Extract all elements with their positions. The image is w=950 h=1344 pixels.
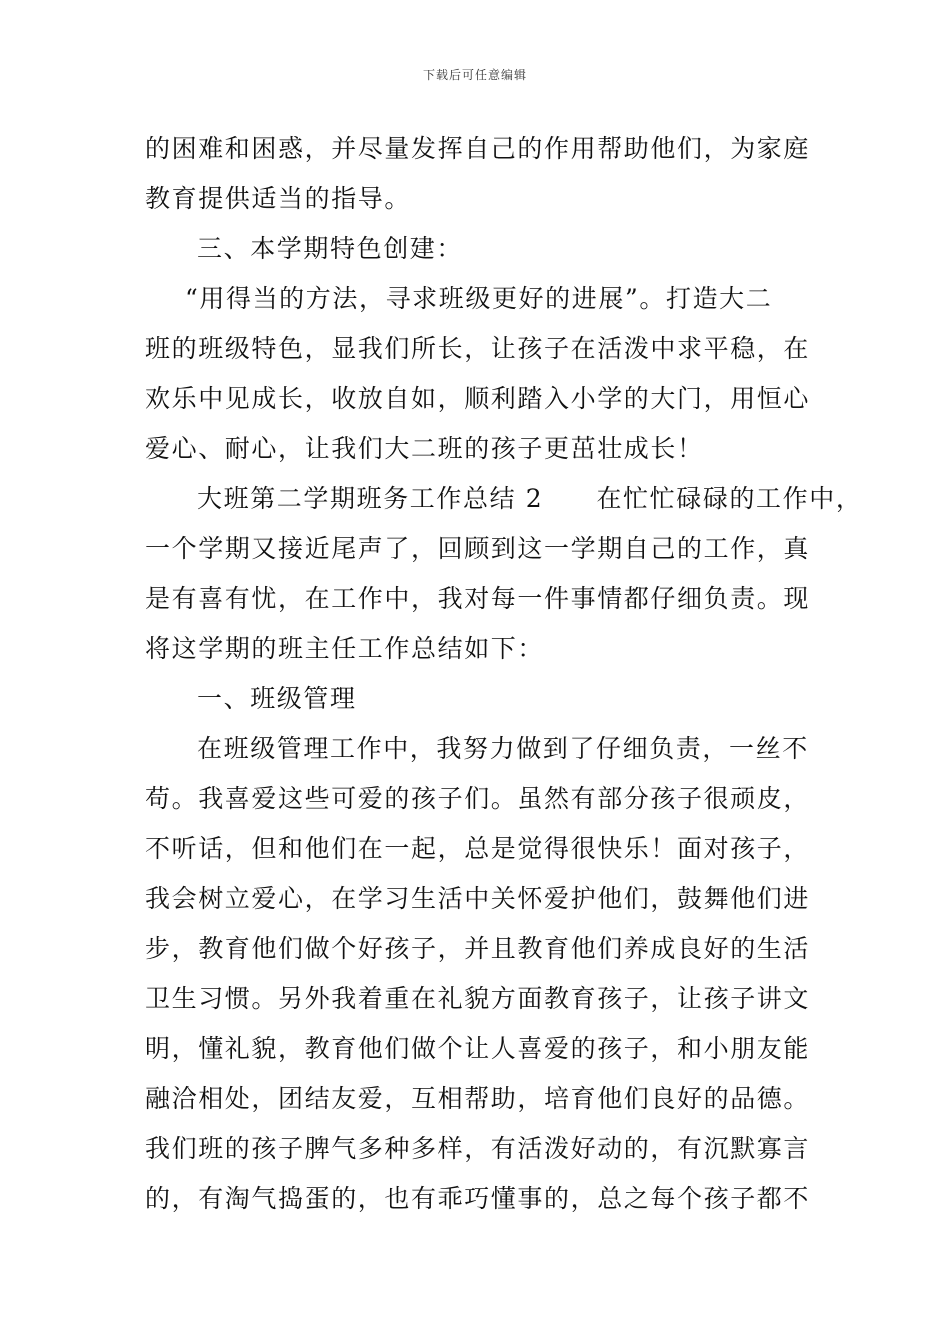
text-line: “用得当的方法，寻求班级更好的进展”。打造大二 <box>185 284 773 313</box>
text-line: 大班第二学期班务工作总结 2 在忙忙碌碌的工作中， <box>197 484 863 513</box>
text-line: 卫生习惯。另外我着重在礼貌方面教育孩子，让孩子讲文 <box>145 984 811 1013</box>
text-line: 苟。我喜爱这些可爱的孩子们。虽然有部分孩子很顽皮， <box>145 784 811 813</box>
text-line: 班的班级特色，显我们所长，让孩子在活泼中求平稳，在 <box>145 334 811 363</box>
text-line: 的困难和困惑，并尽量发挥自己的作用帮助他们，为家庭 <box>145 134 811 163</box>
text-line: 明，懂礼貌，教育他们做个让人喜爱的孩子，和小朋友能 <box>145 1034 811 1063</box>
text-line: 在班级管理工作中，我努力做到了仔细负责，一丝不 <box>197 734 809 763</box>
text-line: 我们班的孩子脾气多种多样，有活泼好动的，有沉默寡言 <box>145 1134 811 1163</box>
section-heading: 三、本学期特色创建： <box>197 234 464 263</box>
page-header: 下载后可任意编辑 <box>422 68 527 82</box>
text-line: 我会树立爱心，在学习生活中关怀爱护他们，鼓舞他们进 <box>145 884 811 913</box>
text-line: 不听话，但和他们在一起，总是觉得很快乐！面对孩子， <box>145 834 811 863</box>
text-line: 步，教育他们做个好孩子，并且教育他们养成良好的生活 <box>145 934 811 963</box>
document-body <box>145 124 863 1224</box>
text-line: 一个学期又接近尾声了，回顾到这一学期自己的工作，真 <box>145 534 811 563</box>
text-line: 融洽相处，团结友爱，互相帮助，培育他们良好的品德。 <box>145 1084 811 1113</box>
text-line: 教育提供适当的指导。 <box>145 184 412 213</box>
text-line: 的，有淘气捣蛋的，也有乖巧懂事的，总之每个孩子都不 <box>145 1184 811 1213</box>
text-line: 欢乐中见成长，收放自如，顺利踏入小学的大门，用恒心 <box>145 384 811 413</box>
text-line: 是有喜有忧，在工作中，我对每一件事情都仔细负责。现 <box>145 584 811 613</box>
text-line: 将这学期的班主任工作总结如下： <box>145 634 545 663</box>
section-heading: 一、班级管理 <box>197 684 357 713</box>
text-line: 爱心、耐心，让我们大二班的孩子更茁壮成长！ <box>145 434 704 463</box>
